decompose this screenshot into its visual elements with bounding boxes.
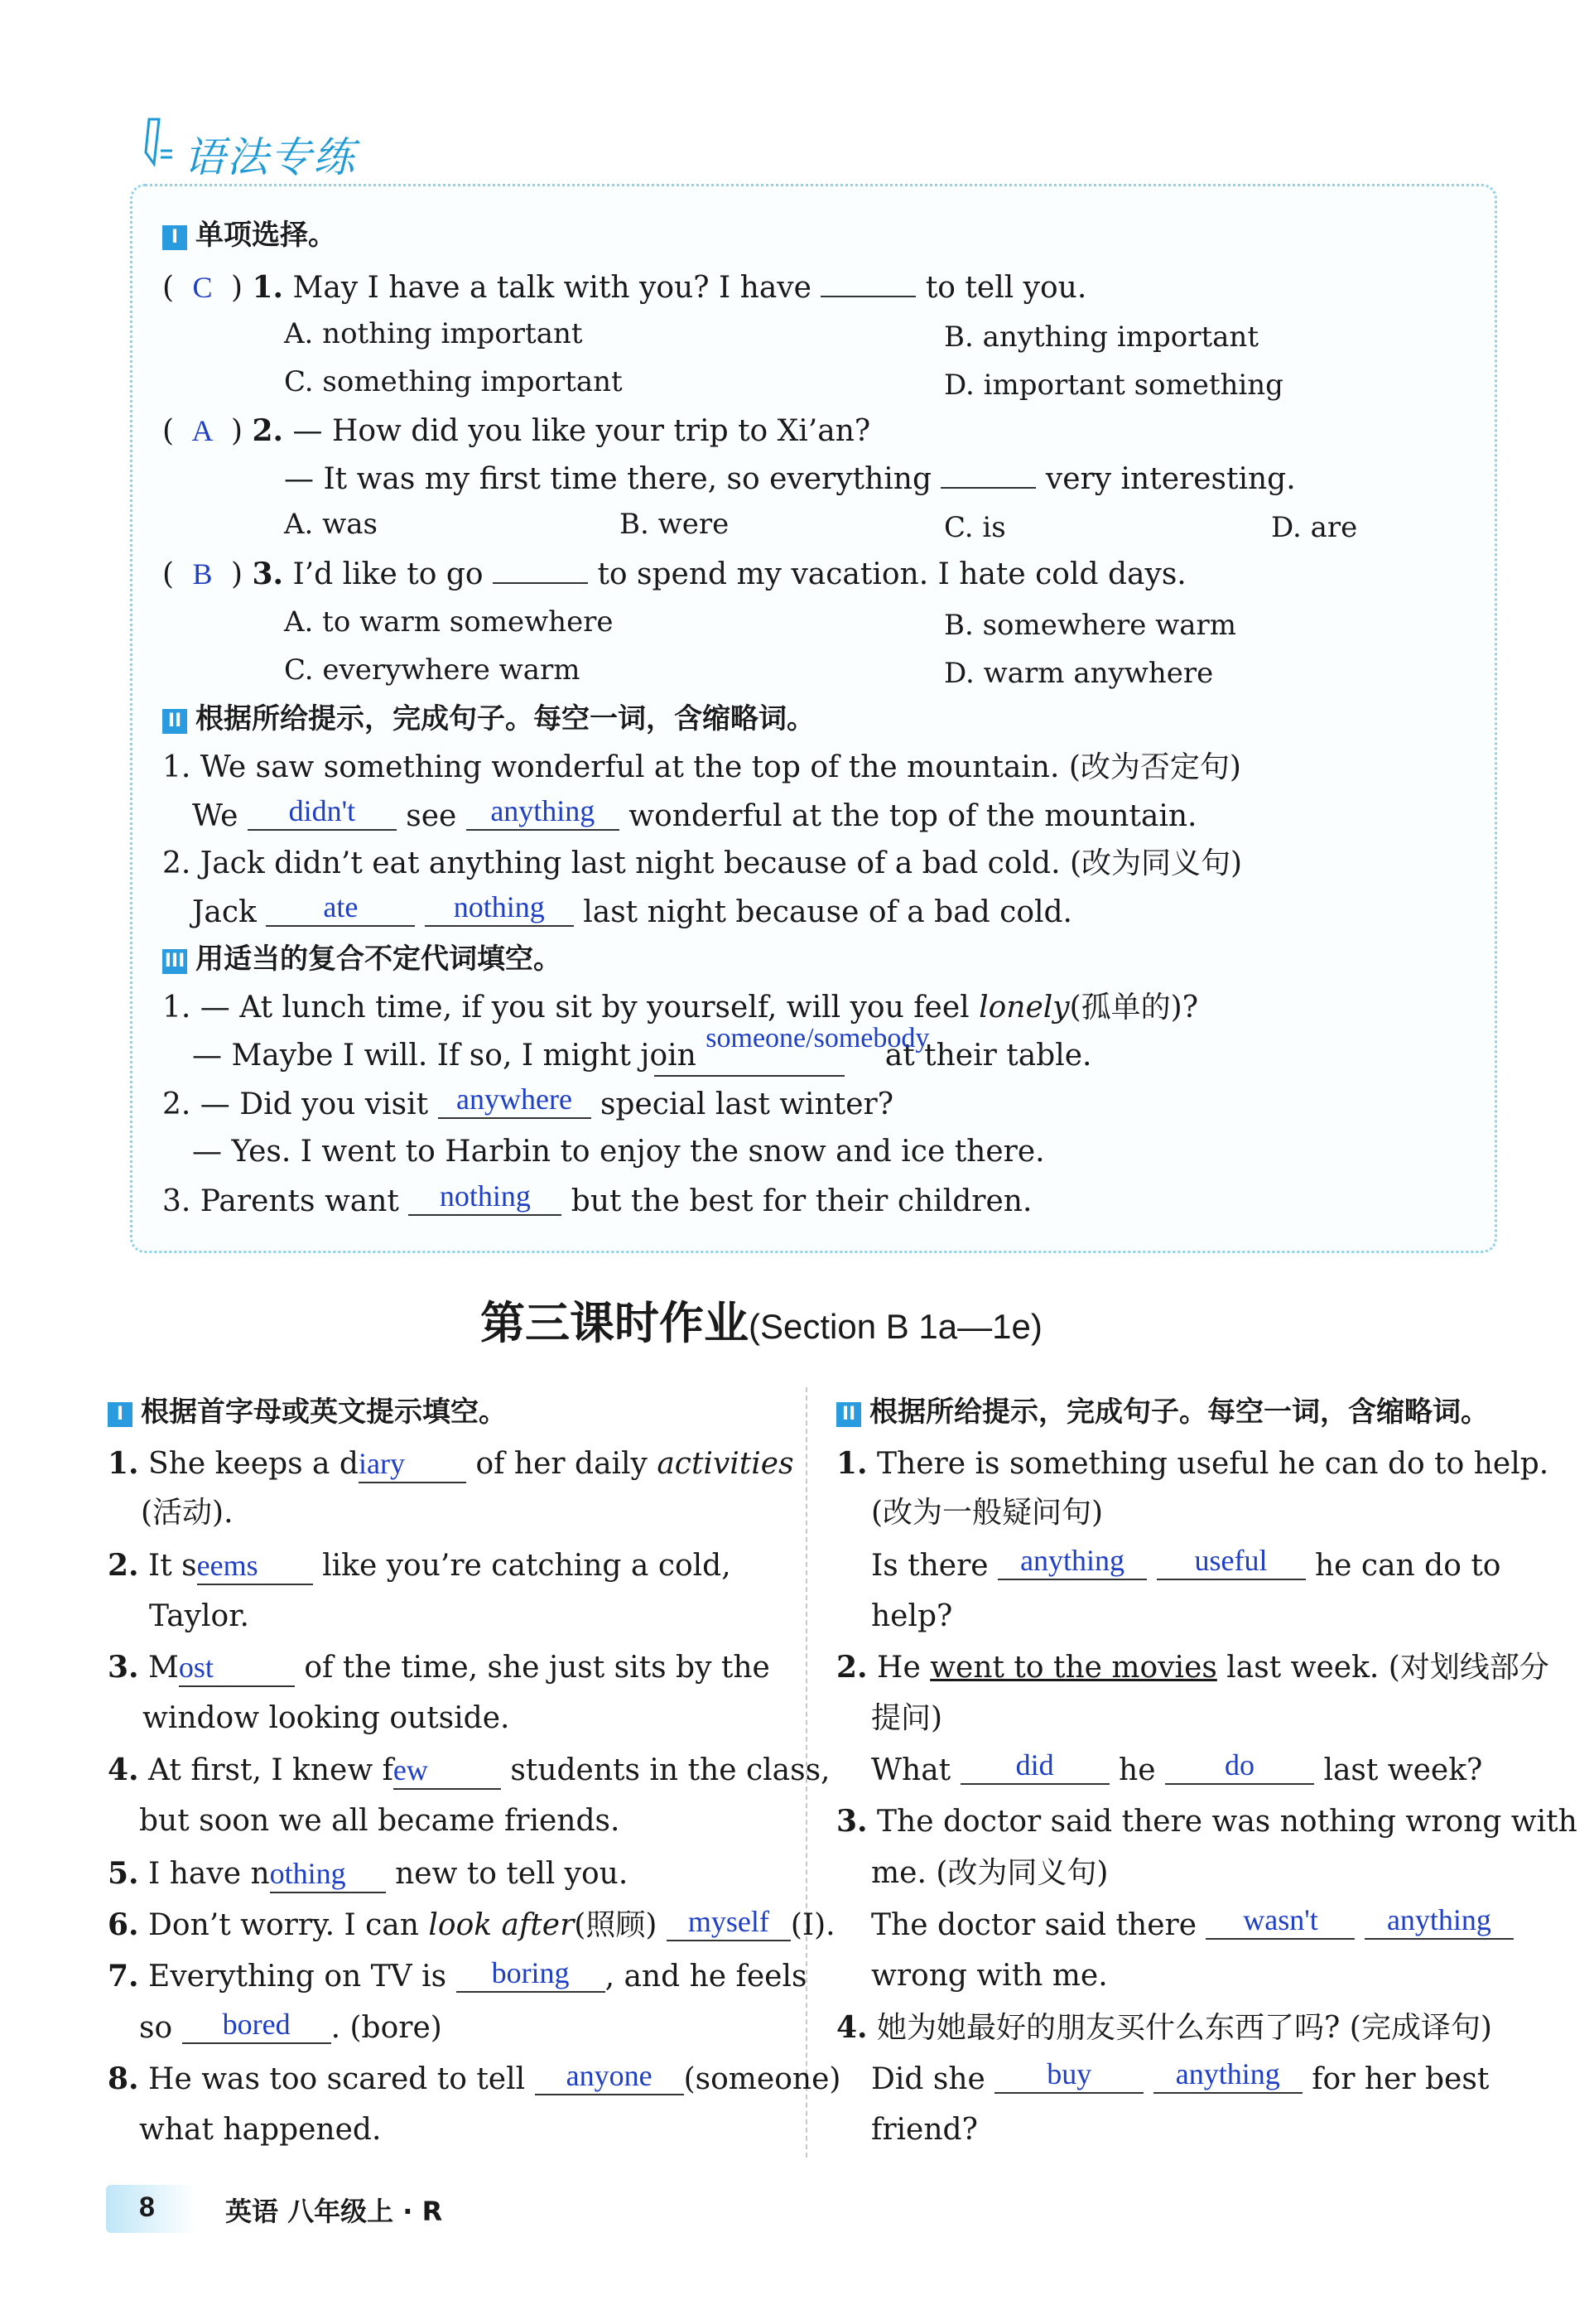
answer-blank: ew bbox=[393, 1752, 501, 1790]
answer-blank: iary bbox=[359, 1445, 466, 1483]
part3-heading: III 用适当的复合不定代词填空。 bbox=[162, 941, 561, 977]
right-q3: 3. The doctor said there was nothing wrong with bbox=[836, 1804, 1577, 1839]
answer-blank: anything bbox=[466, 793, 619, 831]
left-heading: I 根据首字母或英文提示填空。 bbox=[108, 1394, 507, 1430]
left-q7-l2: so bored . (bore) bbox=[139, 2008, 442, 2045]
answer-blank: buy bbox=[994, 2056, 1144, 2094]
part2-q2: 2. Jack didn’t eat anything last night because of a bad cold. (改为同义句) bbox=[162, 846, 1243, 880]
part3-q1b: — Maybe I will. If so, I might join someone/somebody at their table. bbox=[192, 1038, 1091, 1075]
left-q2-l2: Taylor. bbox=[149, 1599, 249, 1633]
right-q4-l2: Did she buy anything for her best bbox=[871, 2057, 1490, 2096]
answer-blank: wasn't bbox=[1206, 1902, 1355, 1940]
option-2c: C. is bbox=[944, 511, 1006, 544]
part2-q2-answer: Jack ate nothing last night because of a bad cold. bbox=[192, 890, 1072, 929]
part3-q3: 3. Parents want nothing but the best for their children. bbox=[162, 1179, 1033, 1218]
left-q3-l2: window looking outside. bbox=[142, 1701, 510, 1735]
blank bbox=[821, 296, 916, 297]
right-q2-l3: What did he do last week? bbox=[871, 1748, 1483, 1787]
option-1b: B. anything important bbox=[944, 321, 1259, 354]
part1-heading: I 单项选择。 bbox=[162, 217, 336, 253]
left-q6: 6. Don’t worry. I can look after(照顾) myself (I). bbox=[108, 1905, 836, 1942]
answer-3: B bbox=[192, 557, 213, 591]
left-q8: 8. He was too scared to tell anyone (someone) bbox=[108, 2059, 841, 2096]
answer-blank: anything bbox=[1365, 1902, 1514, 1940]
answer-blank: nothing bbox=[425, 889, 574, 927]
blank bbox=[493, 582, 588, 584]
answer-blank: anything bbox=[998, 1542, 1147, 1580]
page-number: 8 bbox=[139, 2191, 155, 2223]
mc-question-2-line2: — It was my first time there, so everything very interesting. bbox=[284, 462, 1296, 496]
left-badge: I bbox=[108, 1402, 132, 1427]
answer-blank: bored bbox=[182, 2006, 331, 2044]
answer-blank: didn't bbox=[248, 793, 397, 831]
right-q2-l2: 提问) bbox=[871, 1701, 943, 1735]
right-heading: II 根据所给提示，完成句子。每空一词，含缩略词。 bbox=[836, 1394, 1489, 1430]
answer-blank: anywhere bbox=[438, 1081, 591, 1119]
option-3c: C. everywhere warm bbox=[284, 653, 580, 687]
right-q1-l2: (改为一般疑问句) bbox=[871, 1496, 1104, 1530]
answer-blank: boring bbox=[456, 1955, 605, 1993]
part3-badge: III bbox=[162, 949, 187, 974]
mc-question-3: ( B ) 3. I’d like to go to spend my vacation. I hate cold days. bbox=[162, 557, 1187, 591]
answer-blank: did bbox=[961, 1747, 1110, 1785]
answer-blank: useful bbox=[1157, 1542, 1306, 1580]
right-badge: II bbox=[836, 1402, 861, 1427]
left-q1-l2: (活动). bbox=[141, 1496, 234, 1530]
part2-badge: II bbox=[162, 709, 187, 734]
left-q7: 7. Everything on TV is boring , and he feels bbox=[108, 1956, 807, 1994]
option-1d: D. important something bbox=[944, 369, 1283, 402]
right-q1: 1. There is something useful he can do to help. bbox=[836, 1446, 1549, 1481]
option-2a: A. was bbox=[284, 508, 378, 541]
answer-blank: nothing bbox=[408, 1178, 561, 1216]
footer-book-title: 英语 八年级上 · R bbox=[225, 2196, 443, 2227]
right-q3-l3: The doctor said there wasn't anything bbox=[871, 1907, 1514, 1945]
pencil-icon bbox=[139, 116, 174, 172]
right-q4-l3: friend? bbox=[871, 2113, 978, 2147]
answer-blank: someone/somebody bbox=[706, 1023, 930, 1054]
answer-blank: eems bbox=[197, 1547, 313, 1585]
answer-1: C bbox=[192, 271, 213, 304]
answer-blank: othing bbox=[270, 1855, 386, 1893]
option-3b: B. somewhere warm bbox=[944, 609, 1237, 642]
page-number-tab bbox=[106, 2185, 197, 2233]
right-q3-l2: me. (改为同义句) bbox=[871, 1856, 1109, 1890]
answer-blank: do bbox=[1165, 1747, 1314, 1785]
answer-blank: anything bbox=[1153, 2056, 1303, 2094]
part2-q1-answer: We didn't see anything wonderful at the top of the mountain. bbox=[192, 794, 1197, 833]
mc-question-2: ( A ) 2. — How did you like your trip to Xi’an? bbox=[162, 413, 871, 448]
part3-q1a: 1. — At lunch time, if you sit by yourself, will you feel lonely(孤单的)? bbox=[162, 991, 1199, 1025]
left-q4: 4. At first, I knew few students in the class, bbox=[108, 1752, 831, 1790]
part2-q1: 1. We saw something wonderful at the top of the mountain. (改为否定句) bbox=[162, 750, 1241, 784]
part3-q2b: — Yes. I went to Harbin to enjoy the snow and ice there. bbox=[192, 1135, 1045, 1169]
right-q3-l4: wrong with me. bbox=[871, 1959, 1108, 1993]
part1-badge: I bbox=[162, 225, 187, 250]
answer-blank: anyone bbox=[535, 2057, 684, 2095]
option-3a: A. to warm somewhere bbox=[284, 605, 614, 639]
option-1c: C. something important bbox=[284, 365, 623, 398]
part2-heading: II 根据所给提示，完成句子。每空一词，含缩略词。 bbox=[162, 701, 815, 737]
right-q1-l4: help? bbox=[871, 1599, 953, 1633]
option-3d: D. warm anywhere bbox=[944, 657, 1214, 690]
underlined-phrase: went to the movies bbox=[930, 1651, 1217, 1685]
answer-blank: ate bbox=[266, 889, 415, 927]
left-q3: 3. Most of the time, she just sits by the bbox=[108, 1649, 770, 1687]
option-2d: D. are bbox=[1271, 511, 1358, 544]
right-q4: 4. 她为她最好的朋友买什么东西了吗? (完成译句) bbox=[836, 2010, 1492, 2045]
left-q2: 2. It seems like you’re catching a cold, bbox=[108, 1547, 731, 1585]
blank bbox=[941, 487, 1036, 489]
mc-question-1: ( C ) 1. May I have a talk with you? I have to tell you. bbox=[162, 270, 1087, 305]
left-q5: 5. I have nothing new to tell you. bbox=[108, 1855, 628, 1893]
option-2b: B. were bbox=[619, 508, 730, 541]
left-q1: 1. She keeps a diary of her daily activities bbox=[108, 1445, 794, 1483]
lesson-title: 第三课时作业(Section B 1a—1e) bbox=[480, 1297, 1043, 1349]
left-q8-l2: what happened. bbox=[139, 2113, 382, 2147]
answer-2: A bbox=[191, 414, 214, 447]
right-q2: 2. He went to the movies last week. (对划线部分 bbox=[836, 1650, 1549, 1685]
answer-blank: myself bbox=[667, 1903, 791, 1941]
blank-underline bbox=[654, 1075, 845, 1077]
grammar-section-title: 语法专练 bbox=[184, 133, 356, 181]
left-q4-l2: but soon we all became friends. bbox=[139, 1804, 620, 1838]
answer-blank: ost bbox=[179, 1649, 295, 1687]
option-1a: A. nothing important bbox=[284, 317, 583, 350]
right-q1-l3: Is there anything useful he can do to bbox=[871, 1544, 1501, 1583]
part3-q2a: 2. — Did you visit anywhere special last winter? bbox=[162, 1082, 894, 1121]
